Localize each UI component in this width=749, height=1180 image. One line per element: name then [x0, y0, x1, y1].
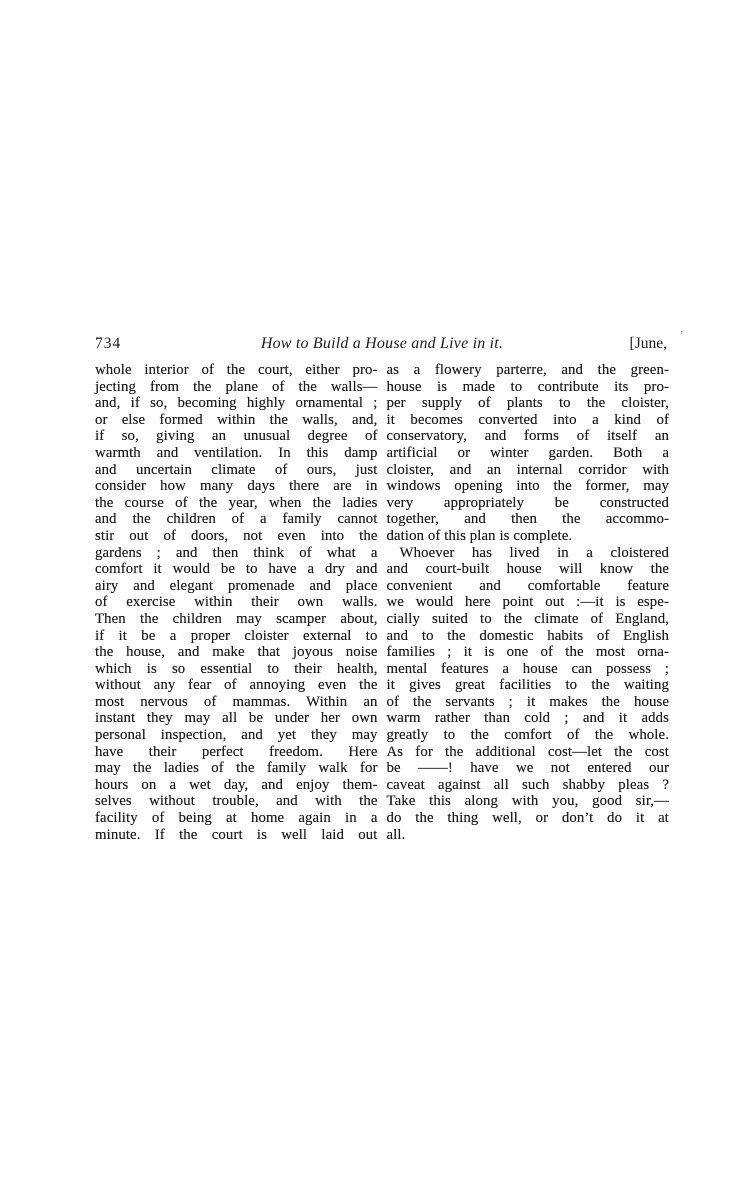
text-line: may the ladies of the family walk for	[95, 760, 378, 777]
text-line: warm rather than cold ; and it adds	[386, 710, 669, 727]
text-line: facility of being at home again in a	[95, 810, 378, 827]
text-columns	[95, 362, 669, 843]
text-line: minute. If the court is well laid out	[95, 826, 378, 843]
text-line: without any fear of annoying even the	[95, 677, 378, 694]
text-line: gardens ; and then think of what a	[95, 544, 378, 561]
text-line: airy and elegant promenade and place	[95, 577, 378, 594]
text-line: do the thing well, or don’t do it at	[386, 810, 669, 827]
text-line: it gives great facilities to the waiting	[386, 677, 669, 694]
text-line: cially suited to the climate of England,	[386, 610, 669, 627]
text-line: most nervous of mammas. Within an	[95, 693, 378, 710]
text-line: and court-built house will know the	[386, 561, 669, 578]
text-line: families ; it is one of the most orna-	[386, 644, 669, 661]
text-line: dation of this plan is complete.	[386, 527, 573, 544]
text-line: conservatory, and forms of itself an	[386, 428, 669, 445]
text-line: convenient and comfortable feature	[386, 577, 669, 594]
text-line: if it be a proper cloister external to	[95, 627, 378, 644]
text-line: mental features a house can possess ;	[386, 660, 669, 677]
text-line: and to the domestic habits of English	[386, 627, 669, 644]
text-line: or else formed within the walls, and,	[95, 411, 378, 428]
text-line: instant they may all be under her own	[95, 710, 378, 727]
page-header	[95, 335, 669, 353]
text-line: Then the children may scamper about,	[95, 610, 378, 627]
text-line: hours on a wet day, and enjoy them-	[95, 776, 378, 793]
text-line: and the children of a family cannot	[95, 511, 378, 528]
text-line: cloister, and an internal corridor with	[386, 461, 669, 478]
text-line: Take this along with you, good sir,—	[386, 793, 669, 810]
right-column	[387, 362, 670, 843]
text-line: as a flowery parterre, and the green-	[386, 362, 669, 378]
text-line: whole interior of the court, either pro-	[95, 362, 378, 378]
text-line: of exercise within their own walls.	[95, 594, 378, 611]
text-line: artificial or winter garden. Both a	[386, 444, 669, 461]
text-line: all.	[386, 826, 406, 843]
text-line: it becomes converted into a kind of	[386, 411, 669, 428]
text-line: caveat against all such shabby pleas ?	[386, 776, 669, 793]
text-line: have their perfect freedom. Here	[95, 743, 378, 760]
text-line: comfort it would be to have a dry and	[95, 561, 378, 578]
text-line: house is made to contribute its pro-	[386, 378, 669, 395]
left-column	[95, 362, 378, 843]
text-line: personal inspection, and yet they may	[95, 727, 378, 744]
text-line: the course of the year, when the ladies	[95, 494, 378, 511]
text-line: greatly to the comfort of the whole.	[386, 727, 669, 744]
text-line: Whoever has lived in a cloistered	[399, 544, 669, 561]
text-line: warmth and ventilation. In this damp	[95, 444, 378, 461]
text-line: jecting from the plane of the walls—	[95, 378, 378, 395]
text-line: which is so essential to their health,	[95, 660, 378, 677]
text-line: consider how many days there are in	[95, 478, 378, 495]
text-line: per supply of plants to the cloister,	[386, 395, 669, 412]
text-line: of the servants ; it makes the house	[386, 693, 669, 710]
text-line: be ——! have we not entered our	[386, 760, 669, 777]
text-line: together, and then the accommo-	[386, 511, 669, 528]
text-line: we would here point out :—it is espe-	[386, 594, 669, 611]
text-line: the house, and make that joyous noise	[95, 644, 378, 661]
print-artifact-mark: ’	[680, 330, 684, 341]
running-title: How to Build a House and Live in it.	[260, 335, 504, 352]
text-line: windows opening into the former, may	[386, 478, 669, 495]
text-line: selves without trouble, and with the	[95, 793, 378, 810]
text-line: and uncertain climate of ours, just	[95, 461, 378, 478]
text-line: As for the additional cost—let the cost	[386, 743, 669, 760]
page-number: 734	[95, 335, 122, 352]
text-line: stir out of doors, not even into the	[95, 527, 378, 544]
text-line: very appropriately be constructed	[386, 494, 669, 511]
text-line: if so, giving an unusual degree of	[95, 428, 378, 445]
issue-date: [June,	[629, 335, 667, 352]
text-line: and, if so, becoming highly ornamental ;	[95, 395, 378, 412]
